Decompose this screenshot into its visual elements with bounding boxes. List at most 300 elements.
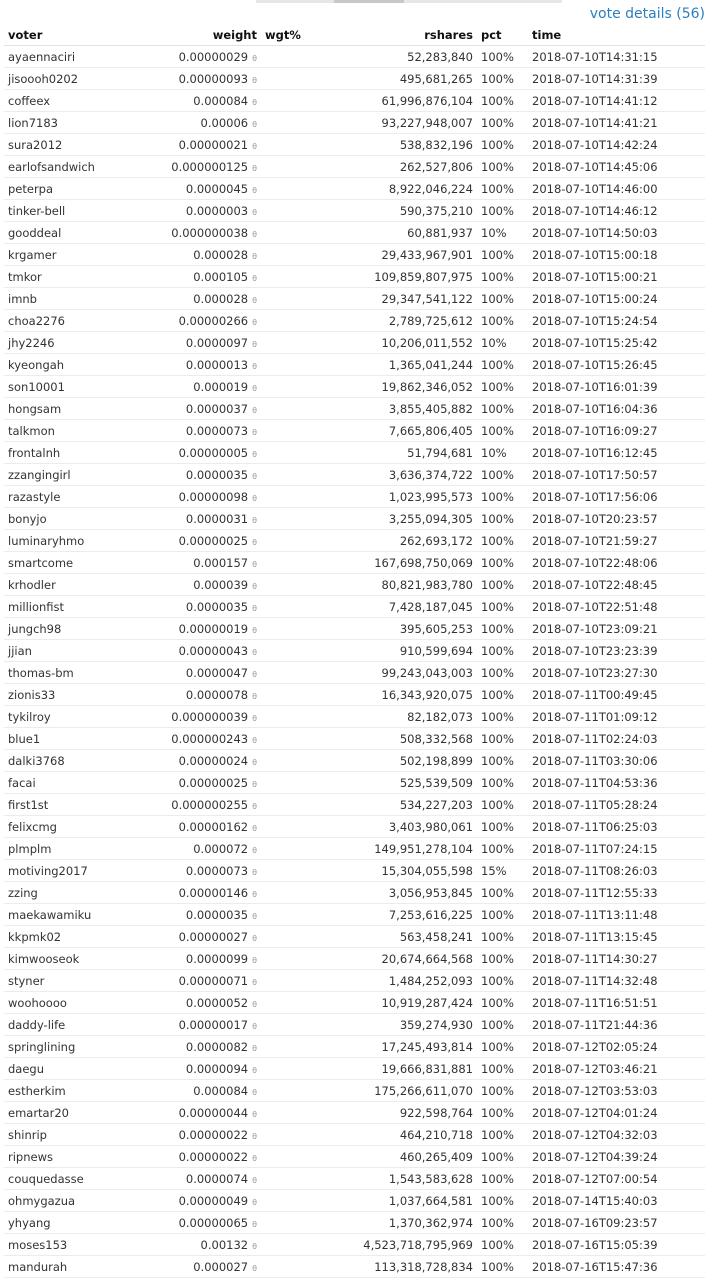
wgt-pct-cell: [261, 442, 311, 464]
voter-cell-text: krhodler: [8, 577, 56, 592]
voter-cell[interactable]: [4, 288, 144, 310]
rshares-cell: [311, 640, 477, 662]
time-cell: [528, 134, 705, 156]
time-cell: [528, 90, 705, 112]
voter-cell[interactable]: [4, 90, 144, 112]
voter-cell[interactable]: [4, 662, 144, 684]
weight-cell-text: 0.0000097: [185, 335, 249, 350]
weight-unit-icon: θ: [252, 53, 257, 63]
voter-cell-text: jhy2246: [8, 335, 55, 350]
weight-cell: [144, 1212, 261, 1234]
wgt-pct-cell: [261, 464, 311, 486]
rshares-cell-text: 149,951,278,104: [374, 841, 473, 856]
voter-cell[interactable]: [4, 244, 144, 266]
rshares-cell: [311, 794, 477, 816]
time-cell-text: 2018-07-11T12:55:33: [532, 885, 658, 900]
voter-cell[interactable]: [4, 574, 144, 596]
weight-cell: [144, 618, 261, 640]
voter-cell[interactable]: [4, 1080, 144, 1102]
weight-cell: [144, 1014, 261, 1036]
voter-cell-text: daegu: [8, 1061, 45, 1076]
voter-cell[interactable]: [4, 882, 144, 904]
voter-cell[interactable]: [4, 68, 144, 90]
time-cell: [528, 618, 705, 640]
wgt-pct-cell: [261, 552, 311, 574]
voter-cell[interactable]: [4, 398, 144, 420]
wgt-pct-cell: [261, 156, 311, 178]
voter-cell[interactable]: [4, 1014, 144, 1036]
voter-cell[interactable]: [4, 772, 144, 794]
pct-cell-text: 100%: [481, 753, 514, 768]
weight-unit-icon: θ: [252, 97, 257, 107]
voter-cell[interactable]: [4, 618, 144, 640]
time-cell-text: 2018-07-12T07:00:54: [532, 1171, 658, 1186]
weight-cell-text: 0.0000035: [185, 599, 249, 614]
vote-details-label: vote details: [589, 6, 672, 22]
rshares-cell: [311, 1014, 477, 1036]
weight-unit-icon: θ: [252, 625, 257, 635]
weight-cell-text: 0.00000022: [178, 1127, 249, 1142]
wgt-pct-cell: [261, 46, 311, 68]
time-cell-text: 2018-07-11T16:51:51: [532, 995, 658, 1010]
voter-cell[interactable]: [4, 178, 144, 200]
column-header-weight[interactable]: weight: [144, 24, 261, 46]
voter-cell[interactable]: [4, 1234, 144, 1256]
wgt-pct-cell: [261, 904, 311, 926]
weight-unit-icon: θ: [252, 779, 257, 789]
voter-cell[interactable]: [4, 948, 144, 970]
voter-cell-text: yhyang: [8, 1215, 51, 1230]
voter-cell[interactable]: [4, 310, 144, 332]
pct-cell-text: 100%: [481, 643, 514, 658]
column-header-rshares[interactable]: rshares: [311, 24, 477, 46]
weight-cell-text: 0.0000073: [185, 423, 249, 438]
voter-cell[interactable]: [4, 354, 144, 376]
time-cell-text: 2018-07-16T15:05:39: [532, 1237, 658, 1252]
rshares-cell: [311, 750, 477, 772]
pct-cell: [477, 1124, 528, 1146]
pct-cell: [477, 354, 528, 376]
rshares-cell-text: 175,266,611,070: [374, 1083, 473, 1098]
time-cell-text: 2018-07-10T15:24:54: [532, 313, 658, 328]
voter-cell[interactable]: [4, 420, 144, 442]
voter-cell[interactable]: [4, 860, 144, 882]
weight-cell-text: 0.00000065: [178, 1215, 249, 1230]
time-cell: [528, 838, 705, 860]
time-cell-text: 2018-07-12T04:39:24: [532, 1149, 658, 1164]
pct-cell-text: 100%: [481, 269, 514, 284]
rshares-cell-text: 1,023,995,573: [388, 489, 473, 504]
voter-cell-text: sura2012: [8, 137, 63, 152]
rshares-cell: [311, 464, 477, 486]
voter-cell[interactable]: [4, 156, 144, 178]
weight-unit-icon: θ: [252, 867, 257, 877]
pct-cell: [477, 1014, 528, 1036]
voter-cell[interactable]: [4, 838, 144, 860]
wgt-pct-cell: [261, 332, 311, 354]
voter-cell-text: imnb: [8, 291, 37, 306]
voter-cell[interactable]: [4, 552, 144, 574]
pct-cell: [477, 1168, 528, 1190]
rshares-cell: [311, 1080, 477, 1102]
table-row: [4, 178, 705, 200]
rshares-cell-text: 502,198,899: [399, 753, 473, 768]
voter-cell[interactable]: [4, 486, 144, 508]
voter-cell-text: styner: [8, 973, 45, 988]
pct-cell-text: 100%: [481, 841, 514, 856]
pct-cell: [477, 508, 528, 530]
time-cell-text: 2018-07-10T16:09:27: [532, 423, 658, 438]
time-cell-text: 2018-07-16T09:23:57: [532, 1215, 658, 1230]
time-cell: [528, 464, 705, 486]
table-row: [4, 354, 705, 376]
time-cell-text: 2018-07-14T15:40:03: [532, 1193, 658, 1208]
pct-cell: [477, 1058, 528, 1080]
pct-cell-text: 100%: [481, 379, 514, 394]
voter-cell-text: luminaryhmo: [8, 533, 85, 548]
pct-cell: [477, 134, 528, 156]
pct-cell: [477, 574, 528, 596]
voter-cell-text: choa2276: [8, 313, 65, 328]
voter-cell-text: tinker-bell: [8, 203, 66, 218]
wgt-pct-cell: [261, 992, 311, 1014]
voter-cell[interactable]: [4, 706, 144, 728]
voter-cell[interactable]: [4, 332, 144, 354]
pct-cell-text: 100%: [481, 1149, 514, 1164]
column-header-time[interactable]: time: [528, 24, 705, 46]
time-cell: [528, 332, 705, 354]
weight-cell: [144, 244, 261, 266]
weight-cell: [144, 1168, 261, 1190]
voter-cell[interactable]: [4, 1124, 144, 1146]
voter-cell[interactable]: [4, 1256, 144, 1278]
pct-cell-text: 100%: [481, 775, 514, 790]
voter-cell[interactable]: [4, 46, 144, 68]
weight-unit-icon: θ: [252, 955, 257, 965]
pct-cell: [477, 882, 528, 904]
table-row: [4, 1212, 705, 1234]
voter-cell-text: millionfist: [8, 599, 65, 614]
weight-unit-icon: θ: [252, 1197, 257, 1207]
voter-cell[interactable]: [4, 926, 144, 948]
rshares-cell: [311, 332, 477, 354]
voter-cell[interactable]: [4, 222, 144, 244]
weight-cell: [144, 222, 261, 244]
pct-cell-text: 100%: [481, 511, 514, 526]
voter-cell[interactable]: [4, 904, 144, 926]
voter-cell[interactable]: [4, 970, 144, 992]
weight-unit-icon: θ: [252, 889, 257, 899]
wgt-pct-cell: [261, 838, 311, 860]
weight-cell-text: 0.000084: [193, 1083, 249, 1098]
table-row: [4, 596, 705, 618]
wgt-pct-cell: [261, 926, 311, 948]
rshares-cell-text: 167,698,750,069: [374, 555, 473, 570]
weight-cell-text: 0.00000022: [178, 1149, 249, 1164]
rshares-cell-text: 82,182,073: [407, 709, 473, 724]
rshares-cell-text: 3,255,094,305: [388, 511, 473, 526]
weight-cell: [144, 508, 261, 530]
vote-details-link[interactable]: [590, 6, 705, 22]
wgt-pct-cell: [261, 288, 311, 310]
column-header-voter[interactable]: voter: [4, 24, 144, 46]
voter-cell[interactable]: [4, 816, 144, 838]
rshares-cell-text: 525,539,509: [399, 775, 473, 790]
rshares-cell-text: 7,253,616,225: [388, 907, 473, 922]
rshares-cell: [311, 90, 477, 112]
wgt-pct-cell: [261, 244, 311, 266]
rshares-cell-text: 80,821,983,780: [381, 577, 473, 592]
weight-unit-icon: θ: [252, 669, 257, 679]
pct-cell-text: 100%: [481, 1193, 514, 1208]
rshares-cell-text: 910,599,694: [399, 643, 473, 658]
voter-cell-text: ripnews: [8, 1149, 53, 1164]
pct-cell-text: 100%: [481, 71, 514, 86]
pct-cell: [477, 486, 528, 508]
weight-cell: [144, 1146, 261, 1168]
pct-cell: [477, 1080, 528, 1102]
pct-cell: [477, 156, 528, 178]
table-row: [4, 992, 705, 1014]
table-row: [4, 1102, 705, 1124]
voter-cell[interactable]: [4, 1146, 144, 1168]
voter-cell[interactable]: [4, 200, 144, 222]
pct-cell-text: 100%: [481, 159, 514, 174]
voter-cell[interactable]: [4, 1212, 144, 1234]
weight-cell-text: 0.000084: [193, 93, 249, 108]
voter-cell[interactable]: [4, 112, 144, 134]
pct-cell-text: 100%: [481, 1105, 514, 1120]
voter-cell[interactable]: [4, 464, 144, 486]
weight-unit-icon: θ: [252, 537, 257, 547]
pct-cell-text: 100%: [481, 555, 514, 570]
voter-cell[interactable]: [4, 134, 144, 156]
voter-cell[interactable]: [4, 1058, 144, 1080]
rshares-cell: [311, 112, 477, 134]
voter-cell-text: talkmon: [8, 423, 55, 438]
wgt-pct-cell: [261, 1058, 311, 1080]
weight-cell-text: 0.00000049: [178, 1193, 249, 1208]
weight-cell: [144, 552, 261, 574]
voter-cell[interactable]: [4, 266, 144, 288]
wgt-pct-cell: [261, 596, 311, 618]
rshares-cell-text: 3,403,980,061: [388, 819, 473, 834]
voter-cell-text: moses153: [8, 1237, 68, 1252]
voter-cell[interactable]: [4, 728, 144, 750]
wgt-pct-cell: [261, 1146, 311, 1168]
pct-cell-text: 100%: [481, 951, 514, 966]
time-cell: [528, 1146, 705, 1168]
pct-cell-text: 100%: [481, 313, 514, 328]
wgt-pct-cell: [261, 266, 311, 288]
weight-unit-icon: θ: [252, 581, 257, 591]
rshares-cell-text: 2,789,725,612: [388, 313, 473, 328]
voter-cell[interactable]: [4, 684, 144, 706]
voter-cell[interactable]: [4, 530, 144, 552]
time-cell-text: 2018-07-12T04:01:24: [532, 1105, 658, 1120]
time-cell-text: 2018-07-11T03:30:06: [532, 753, 658, 768]
pct-cell-text: 100%: [481, 115, 514, 130]
voter-cell-text: peterpa: [8, 181, 54, 196]
voter-cell[interactable]: [4, 1102, 144, 1124]
voter-cell-text: shinrip: [8, 1127, 47, 1142]
pct-cell-text: 100%: [481, 1127, 514, 1142]
weight-cell: [144, 288, 261, 310]
pct-cell-text: 100%: [481, 181, 514, 196]
weight-cell-text: 0.0000073: [185, 863, 249, 878]
pct-cell: [477, 530, 528, 552]
voter-cell-text: felixcmg: [8, 819, 57, 834]
wgt-pct-cell: [261, 816, 311, 838]
weight-cell-text: 0.00000266: [178, 313, 249, 328]
weight-cell: [144, 860, 261, 882]
wgt-pct-cell: [261, 1036, 311, 1058]
time-cell: [528, 1168, 705, 1190]
weight-unit-icon: θ: [252, 185, 257, 195]
voter-cell-text: zzangingirl: [8, 467, 71, 482]
rshares-cell: [311, 68, 477, 90]
wgt-pct-cell: [261, 574, 311, 596]
time-cell-text: 2018-07-10T22:51:48: [532, 599, 658, 614]
weight-unit-icon: θ: [252, 1087, 257, 1097]
weight-unit-icon: θ: [252, 999, 257, 1009]
time-cell-text: 2018-07-10T15:00:18: [532, 247, 658, 262]
pct-cell-text: 100%: [481, 1061, 514, 1076]
time-cell: [528, 354, 705, 376]
time-cell: [528, 860, 705, 882]
weight-unit-icon: θ: [252, 1175, 257, 1185]
rshares-cell: [311, 200, 477, 222]
voter-cell-text: zionis33: [8, 687, 56, 702]
wgt-pct-cell: [261, 420, 311, 442]
column-header-pct[interactable]: pct: [477, 24, 528, 46]
pct-cell-text: 100%: [481, 709, 514, 724]
rshares-cell-text: 1,370,362,974: [388, 1215, 473, 1230]
weight-cell-text: 0.0000045: [185, 181, 249, 196]
rshares-cell: [311, 222, 477, 244]
voter-cell-text: plmplm: [8, 841, 52, 856]
time-cell-text: 2018-07-10T16:12:45: [532, 445, 658, 460]
rshares-cell: [311, 816, 477, 838]
rshares-cell-text: 534,227,203: [399, 797, 473, 812]
voter-cell[interactable]: [4, 596, 144, 618]
voter-cell[interactable]: [4, 750, 144, 772]
weight-cell-text: 0.000000038: [171, 225, 249, 240]
weight-cell: [144, 486, 261, 508]
weight-unit-icon: θ: [252, 735, 257, 745]
time-cell: [528, 530, 705, 552]
voter-cell[interactable]: [4, 992, 144, 1014]
rshares-cell: [311, 706, 477, 728]
weight-unit-icon: θ: [252, 405, 257, 415]
voter-cell-text: kkpmk02: [8, 929, 62, 944]
voter-cell[interactable]: [4, 640, 144, 662]
voter-cell-text: maekawamiku: [8, 907, 92, 922]
wgt-pct-cell: [261, 1234, 311, 1256]
time-cell: [528, 266, 705, 288]
pct-cell-text: 100%: [481, 1215, 514, 1230]
rshares-cell: [311, 46, 477, 68]
weight-unit-icon: θ: [252, 141, 257, 151]
weight-cell-text: 0.000028: [193, 247, 249, 262]
table-row: [4, 486, 705, 508]
pct-cell: [477, 222, 528, 244]
pct-cell-text: 100%: [481, 137, 514, 152]
time-cell: [528, 178, 705, 200]
voter-cell-text: springlining: [8, 1039, 76, 1054]
weight-cell-text: 0.0000003: [185, 203, 249, 218]
weight-cell: [144, 574, 261, 596]
time-cell-text: 2018-07-10T14:41:21: [532, 115, 658, 130]
voter-cell[interactable]: [4, 1168, 144, 1190]
table-row: [4, 1190, 705, 1212]
rshares-cell-text: 19,666,831,881: [381, 1061, 473, 1076]
top-scroll-thumb[interactable]: [334, 0, 404, 3]
pct-cell-text: 100%: [481, 995, 514, 1010]
weight-unit-icon: θ: [252, 823, 257, 833]
pct-cell: [477, 68, 528, 90]
time-cell-text: 2018-07-10T14:46:00: [532, 181, 658, 196]
rshares-cell: [311, 398, 477, 420]
weight-cell: [144, 1102, 261, 1124]
voter-cell-text: tykilroy: [8, 709, 51, 724]
table-row: [4, 794, 705, 816]
time-cell: [528, 772, 705, 794]
weight-unit-icon: θ: [252, 119, 257, 129]
rshares-cell-text: 29,433,967,901: [381, 247, 473, 262]
weight-cell: [144, 1234, 261, 1256]
voter-cell[interactable]: [4, 1036, 144, 1058]
table-row: [4, 200, 705, 222]
rshares-cell: [311, 1190, 477, 1212]
column-header-wgt-pct[interactable]: wgt%: [261, 24, 311, 46]
voter-cell-text: frontalnh: [8, 445, 61, 460]
wgt-pct-cell: [261, 1212, 311, 1234]
voter-cell[interactable]: [4, 376, 144, 398]
rshares-cell: [311, 156, 477, 178]
voter-cell-text: ayaennaciri: [8, 49, 76, 64]
wgt-pct-cell: [261, 508, 311, 530]
time-cell: [528, 376, 705, 398]
rshares-cell: [311, 970, 477, 992]
voter-cell[interactable]: [4, 508, 144, 530]
wgt-pct-cell: [261, 222, 311, 244]
time-cell-text: 2018-07-10T14:31:39: [532, 71, 658, 86]
pct-cell: [477, 926, 528, 948]
rshares-cell: [311, 376, 477, 398]
table-row: [4, 68, 705, 90]
weight-unit-icon: θ: [252, 713, 257, 723]
pct-cell: [477, 1212, 528, 1234]
voter-cell[interactable]: [4, 1190, 144, 1212]
weight-cell: [144, 442, 261, 464]
pct-cell-text: 100%: [481, 665, 514, 680]
time-cell-text: 2018-07-11T01:09:12: [532, 709, 658, 724]
votes-table: [4, 24, 705, 1278]
pct-cell-text: 100%: [481, 203, 514, 218]
table-row: [4, 618, 705, 640]
time-cell-text: 2018-07-10T23:09:21: [532, 621, 658, 636]
rshares-cell: [311, 442, 477, 464]
time-cell: [528, 706, 705, 728]
voter-cell[interactable]: [4, 442, 144, 464]
voter-cell[interactable]: [4, 794, 144, 816]
time-cell: [528, 310, 705, 332]
time-cell: [528, 948, 705, 970]
rshares-cell-text: 20,674,664,568: [381, 951, 473, 966]
rshares-cell-text: 4,523,718,795,969: [363, 1237, 473, 1252]
table-row: [4, 1080, 705, 1102]
